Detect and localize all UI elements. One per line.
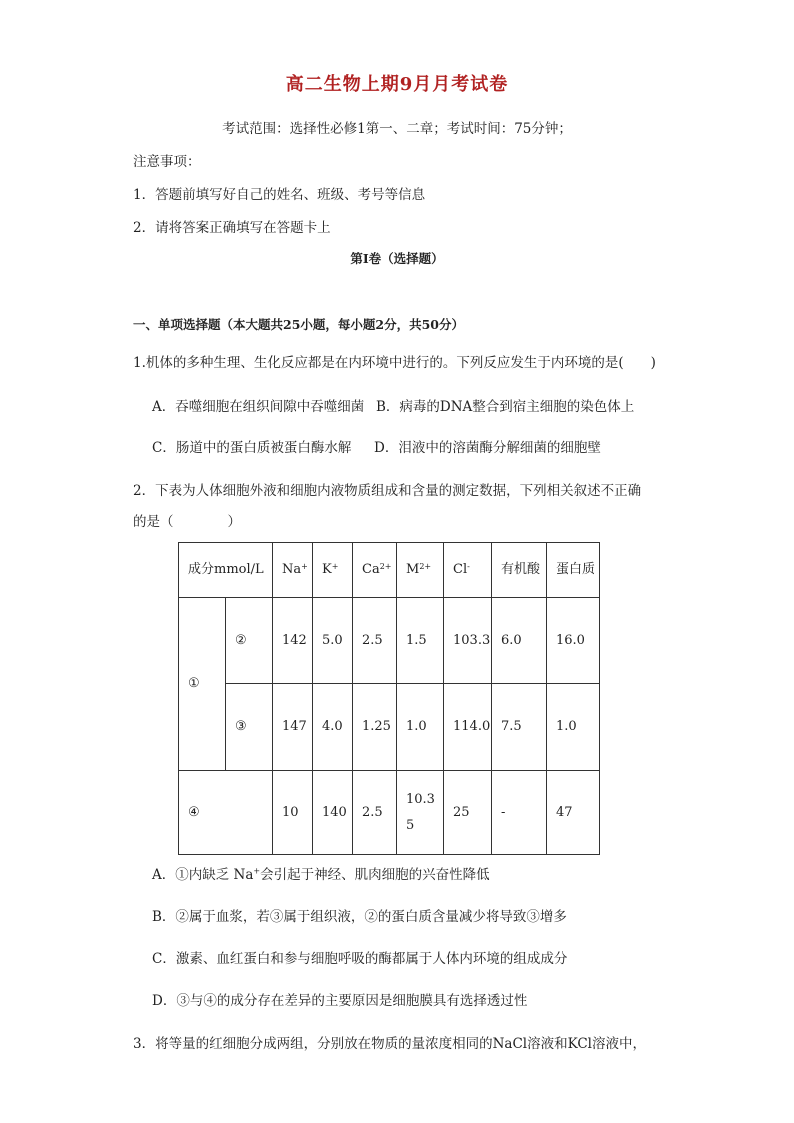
cell-organic-acid: 6.0	[492, 598, 547, 684]
row-label: ④	[179, 771, 273, 855]
question-1-option-c: C．肠道中的蛋白质被蛋白酶水解	[152, 440, 352, 456]
notice-heading: 注意事项：	[133, 154, 201, 170]
cell-m: 1.0	[397, 684, 444, 771]
question-2-option-a: A．①内缺乏 Na+会引起于神经、肌肉细胞的兴奋性降低	[152, 866, 490, 883]
cell-k: 5.0	[313, 598, 353, 684]
cell-k: 140	[313, 771, 353, 855]
question-1-option-b: B．病毒的DNA整合到宿主细胞的染色体上	[376, 399, 635, 415]
cell-cl: 114.0	[444, 684, 492, 771]
question-2-option-b: B．②属于血浆，若③属于组织液，②的蛋白质含量减少将导致③增多	[152, 909, 567, 925]
question-2-stem: 2．下表为人体细胞外液和细胞内液物质组成和含量的测定数据，下列相关叙述不正确	[133, 483, 642, 499]
header-organic-acid: 有机酸	[492, 543, 547, 598]
header-m: $M^{2+}$	[397, 543, 444, 598]
question-1-option-d: D．泪液中的溶菌酶分解细菌的细胞壁	[374, 440, 601, 456]
question-2-option-c: C．激素、血红蛋白和参与细胞呼吸的酶都属于人体内环境的组成成分	[152, 951, 568, 967]
table-row	[179, 771, 600, 855]
header-protein: 蛋白质	[547, 543, 600, 598]
header-ca: $Ca^{2+}$	[353, 543, 397, 598]
question-2-option-d: D．③与④的成分存在差异的主要原因是细胞膜具有选择透过性	[152, 993, 528, 1009]
group-label: ①	[179, 598, 226, 771]
question-1-stem: 1.机体的多种生理、生化反应都是在内环境中进行的。下列反应发生于内环境的是( )	[133, 355, 656, 371]
exam-title: 高二生物上期9月月考试卷	[285, 74, 509, 95]
row-label: ②	[226, 598, 273, 684]
header-na: Na+	[273, 543, 313, 598]
cell-cl: 25	[444, 771, 492, 855]
cell-k: 4.0	[313, 684, 353, 771]
section-title: 一、单项选择题（本大题共25小题，每小题2分，共50分）	[133, 317, 464, 332]
question-1-option-a: A．吞噬细胞在组织间隙中吞噬细菌	[152, 399, 365, 415]
cell-m: 1.5	[397, 598, 444, 684]
question-2-stem-cont: 的是（ ）	[133, 514, 241, 530]
cell-m: 10.35	[397, 771, 444, 855]
question-3-stem: 3．将等量的红细胞分成两组，分别放在物质的量浓度相同的NaCl溶液和KCl溶液中，	[133, 1036, 646, 1052]
cell-na: 10	[273, 771, 313, 855]
notice-item: 2．请将答案正确填写在答题卡上	[133, 220, 331, 236]
header-k: K+	[313, 543, 353, 598]
header-cl: Cl-	[444, 543, 492, 598]
composition-table	[178, 542, 600, 855]
cell-protein: 1.0	[547, 684, 600, 771]
exam-info: 考试范围：选择性必修1第一、二章；考试时间：75分钟；	[222, 121, 572, 137]
cell-protein: 47	[547, 771, 600, 855]
part-title: 第I卷（选择题）	[350, 251, 444, 266]
notice-item: 1．答题前填写好自己的姓名、班级、考号等信息	[133, 187, 426, 203]
cell-ca: 1.25	[353, 684, 397, 771]
table-row	[179, 684, 600, 771]
header-component: 成分mmol/L	[179, 543, 273, 598]
cell-na: 147	[273, 684, 313, 771]
cell-organic-acid: -	[492, 771, 547, 855]
cell-protein: 16.0	[547, 598, 600, 684]
cell-cl: 103.3	[444, 598, 492, 684]
cell-organic-acid: 7.5	[492, 684, 547, 771]
row-label: ③	[226, 684, 273, 771]
table-header-row	[179, 543, 600, 598]
cell-ca: 2.5	[353, 598, 397, 684]
cell-na: 142	[273, 598, 313, 684]
cell-ca: 2.5	[353, 771, 397, 855]
table-row	[179, 598, 600, 684]
